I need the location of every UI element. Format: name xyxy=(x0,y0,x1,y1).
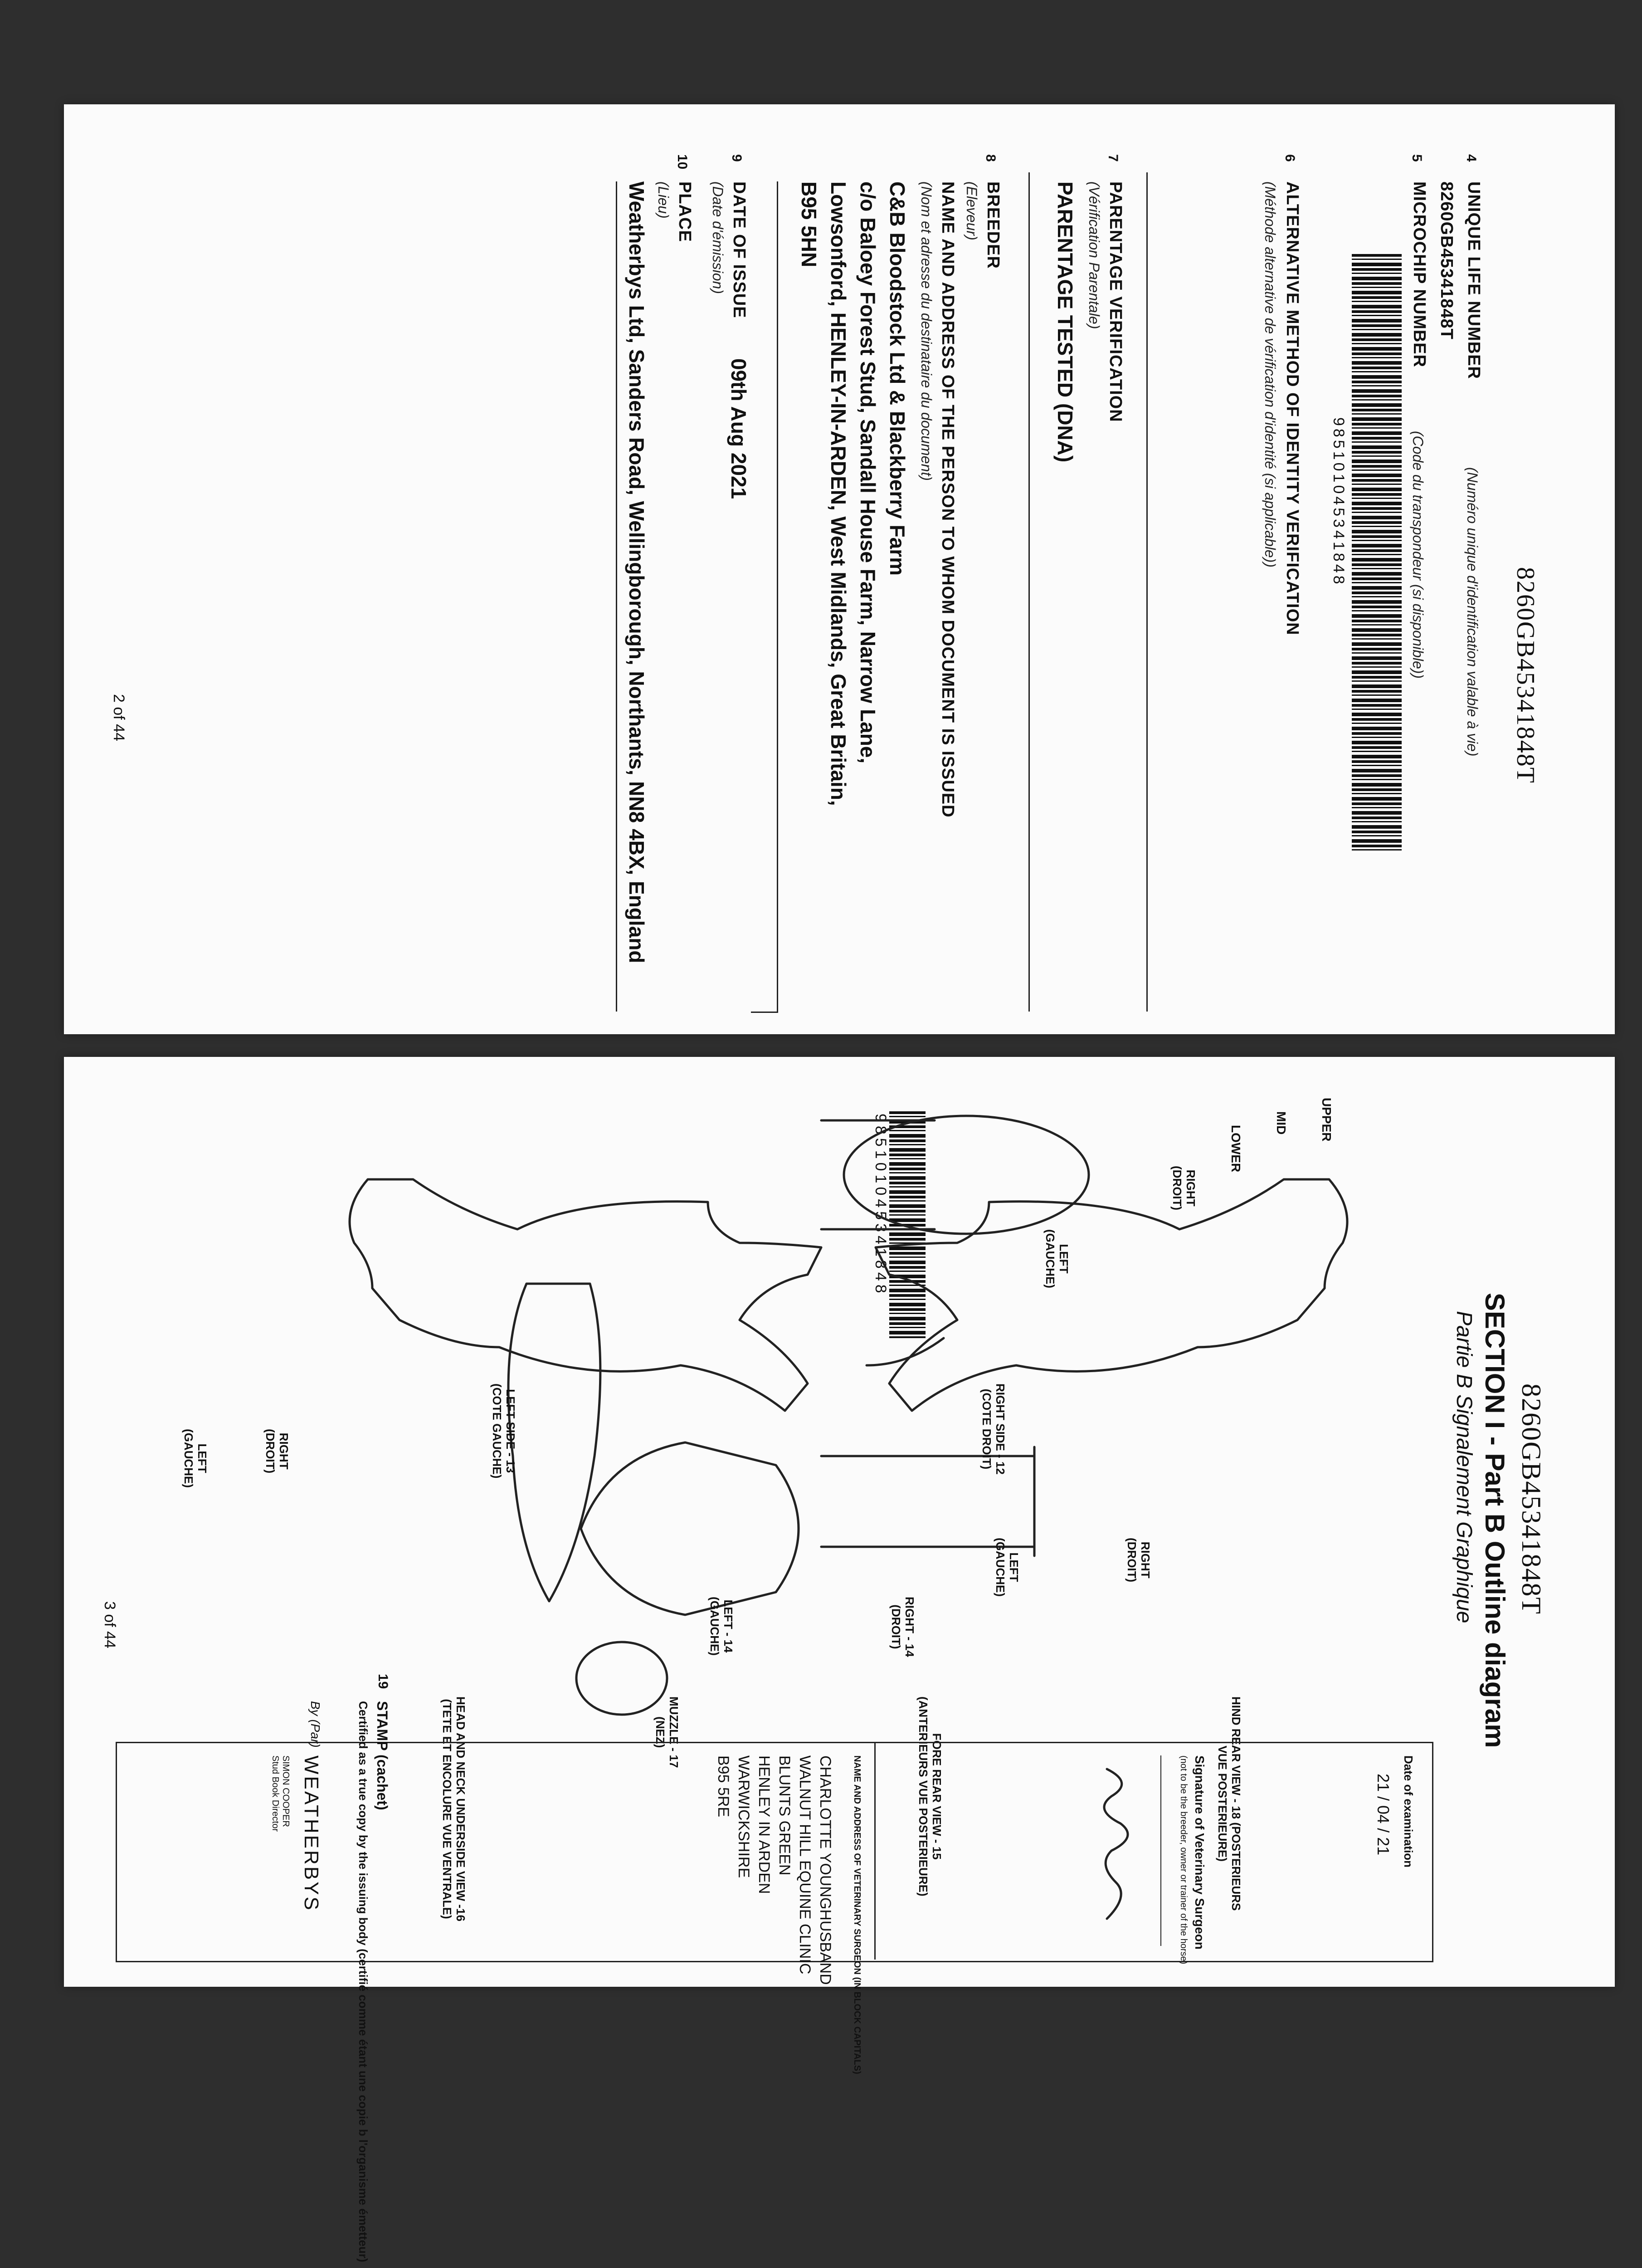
field4-label-fr: (Numéro unique d'identification valable à vie) xyxy=(1464,467,1481,757)
field8-sub-label: NAME AND ADDRESS OF THE PERSON TO WHOM DOCUMENT IS ISSUED xyxy=(938,181,957,818)
stamp-signer: SIMON COOPER Stud Book Director xyxy=(270,1755,291,1832)
right-header-code: 8260GB45341848T xyxy=(1516,1383,1546,1615)
label-fore-left: LEFT (GAUCHE) xyxy=(994,1538,1021,1597)
left-side-horse-outline xyxy=(350,1179,821,1411)
section-subtitle: Partie B Signalement Graphique xyxy=(1452,1311,1476,1623)
section-title: SECTION I - Part B Outline diagram xyxy=(1480,1293,1510,1748)
vet-name-label: NAME AND ADDRESS OF VETERINARY SURGEON (IN BLOCK CAPITALS) xyxy=(852,1755,862,2074)
stamp-number: 19 xyxy=(375,1674,390,1689)
field5-label-fr: (Code du transpondeur (si disponible)) xyxy=(1410,431,1426,679)
label-neck-right: RIGHT (DROIT) xyxy=(263,1429,291,1474)
vet-address-line: HENLEY IN ARDEN xyxy=(755,1755,773,1894)
chip-digits: 985101045341848 xyxy=(872,1114,889,1297)
label-fore-view: FORE REAR VIEW - 15 (ANTERIEURS VUE POSTERIEURE) xyxy=(916,1696,944,1897)
vet-signature-note: (not to be the breeder, owner or trainer of the horse) xyxy=(1179,1755,1189,1965)
label-muzzle: MUZZLE - 17 (NEZ) xyxy=(653,1696,681,1768)
label-neck-view: HEAD AND NECK UNDERSIDE VIEW -16 (TETE ET ENCOLURE VUE VENTRALE) xyxy=(440,1696,468,1921)
field8-sub-label-fr: (Nom et adresse du destinataire du document) xyxy=(918,181,935,481)
label-head-left: LEFT - 14 (GAUCHE) xyxy=(708,1597,735,1656)
breeder-line: Lowsonford, HENLEY-IN-ARDEN, West Midlands, Great Britain, xyxy=(827,181,850,806)
vet-address-line: BLUNTS GREEN xyxy=(776,1755,793,1876)
field8-label: BREEDER xyxy=(984,181,1003,269)
right-page xyxy=(64,1057,1615,2263)
field9-value: 09th Aug 2021 xyxy=(727,358,750,499)
field9-label-fr: (Date d'émission) xyxy=(710,181,726,294)
field10-number: 10 xyxy=(675,154,690,170)
exam-date-value: 21 / 04 / 21 xyxy=(1374,1774,1393,1856)
right-side-horse-outline xyxy=(876,1179,1347,1411)
box-right xyxy=(751,1012,778,1013)
label-neck-left: LEFT (GAUCHE) xyxy=(182,1429,209,1488)
field10-label-fr: (Lieu) xyxy=(655,181,672,219)
stamp-certified: Certified as a true copy by the issuing body (certifié comme étant une copie b l'organisme émetteur) xyxy=(356,1701,370,2263)
field5-label: MICROCHIP NUMBER xyxy=(1410,181,1429,368)
label-fore-right: RIGHT (DROIT) xyxy=(1125,1538,1152,1583)
vet-address-line: CHARLOTTE YOUNGHUSBAND xyxy=(817,1755,834,1985)
left-page xyxy=(64,104,1615,1034)
microchip-digits: 985101045341848 xyxy=(1330,417,1347,587)
breeder-line: B95 5HN xyxy=(797,181,821,268)
vet-signature-label: Signature of Veterinary Surgeon xyxy=(1193,1755,1207,1950)
box-top xyxy=(777,181,778,1012)
label-right-side: RIGHT SIDE - 12 (COTE DROIT) xyxy=(980,1383,1007,1475)
box-bottom xyxy=(616,181,617,1012)
neck-underside-outline xyxy=(508,1284,600,1601)
label-head-right: RIGHT - 14 (DROIT) xyxy=(889,1597,916,1657)
vet-address-line: WALNUT HILL EQUINE CLINIC xyxy=(796,1755,814,1975)
stamp-by: By (Par) xyxy=(308,1701,322,1748)
field8-label-fr: (Eleveur) xyxy=(964,181,980,240)
field7-value: PARENTAGE TESTED (DNA) xyxy=(1053,181,1077,463)
label-hind-right: RIGHT (DROIT) xyxy=(1170,1166,1198,1211)
left-page-number: 2 of 44 xyxy=(110,694,127,741)
field7-label-fr: (Vérification Parentale) xyxy=(1086,181,1102,329)
hind-rear-view-outline xyxy=(844,1116,1089,1234)
field9-label: DATE OF ISSUE xyxy=(730,181,749,318)
label-hind-left: LEFT (GAUCHE) xyxy=(1043,1229,1071,1288)
head-front-outline xyxy=(581,1442,799,1615)
signature-line xyxy=(1160,1755,1161,1946)
field10-value: Weatherbys Ltd, Sanders Road, Wellingborough, Northants, NN8 4BX, England xyxy=(625,181,648,963)
vet-box-divider xyxy=(874,1742,876,1960)
vet-address-line: B95 5RE xyxy=(715,1755,732,1818)
field4-label: UNIQUE LIFE NUMBER xyxy=(1464,181,1483,379)
stamp-label: STAMP (cachet) xyxy=(374,1701,390,1810)
divider xyxy=(1028,172,1030,1012)
right-page-number: 3 of 44 xyxy=(101,1601,118,1648)
field9-number: 9 xyxy=(729,154,744,162)
breeder-line: C&B Bloodstock Ltd & Blackberry Farm xyxy=(886,181,909,576)
field5-number: 5 xyxy=(1409,154,1424,162)
breeder-line: c/o Baloey Forest Stud, Sandall House Farm, Narrow Lane, xyxy=(856,181,880,764)
field6-label-fr: (Méthode alternative de vérification d'identité (si applicable)) xyxy=(1262,181,1278,567)
label-left-side: LEFT SIDE - 13 (COTE GAUCHE) xyxy=(490,1383,517,1479)
field10-label: PLACE xyxy=(675,181,694,242)
field4-value: 8260GB45341848T xyxy=(1437,181,1456,340)
label-hind-view: HIND REAR VIEW - 18 (POSTERIEURS VUE POSTERIEURE) xyxy=(1216,1696,1243,1911)
vet-address-line: WARWICKSHIRE xyxy=(735,1755,752,1878)
label-mid: MID xyxy=(1274,1111,1288,1135)
field6-label: ALTERNATIVE METHOD OF IDENTITY VERIFICATION xyxy=(1283,181,1302,635)
vet-signature-scribble xyxy=(1089,1765,1143,1928)
microchip-barcode xyxy=(1352,254,1402,853)
field4-number: 4 xyxy=(1464,154,1479,162)
field6-number: 6 xyxy=(1282,154,1297,162)
divider xyxy=(1146,172,1148,1012)
stamp-issuer: WEATHERBYS xyxy=(300,1755,322,1912)
field8-number: 8 xyxy=(983,154,998,162)
field7-label: PARENTAGE VERIFICATION xyxy=(1106,181,1125,422)
hind-rear-view-legs xyxy=(821,1120,935,1229)
exam-date-label: Date of examination xyxy=(1402,1755,1415,1868)
field7-number: 7 xyxy=(1106,154,1121,162)
left-header-code: 8260GB45341848T xyxy=(1511,567,1540,784)
label-upper: UPPER xyxy=(1320,1098,1334,1142)
label-lower: LOWER xyxy=(1229,1125,1243,1173)
